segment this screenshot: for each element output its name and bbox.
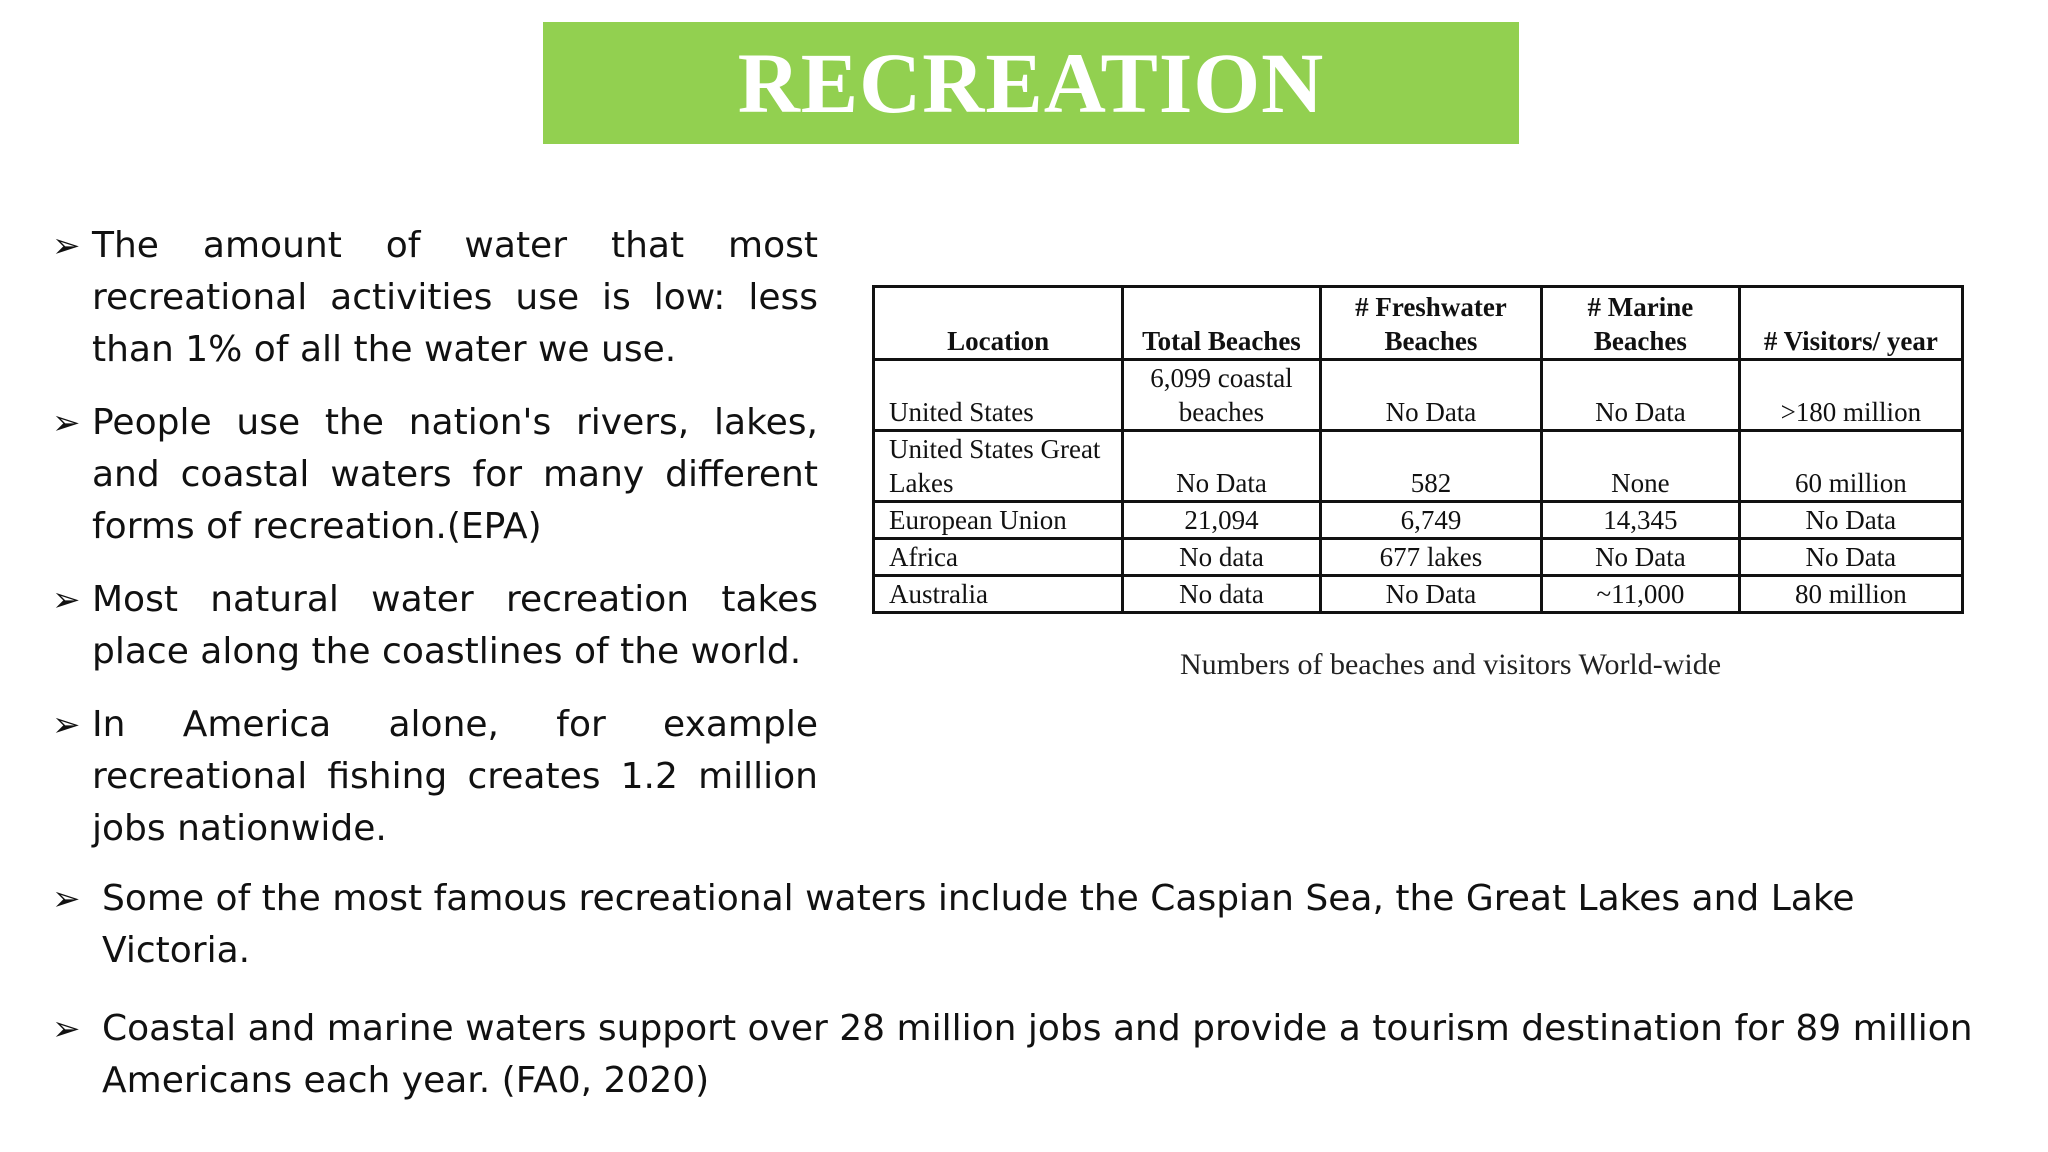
table-cell: No Data [1542, 360, 1739, 431]
arrow-bullet-icon: ➢ [52, 403, 81, 443]
table-cell: No Data [1320, 576, 1542, 613]
beaches-table-container [872, 285, 1964, 614]
table-cell: No Data [1320, 360, 1542, 431]
bullet-item [52, 1003, 2002, 1107]
bullet-item [52, 220, 818, 376]
column-header: # Marine Beaches [1542, 287, 1739, 360]
arrow-bullet-icon: ➢ [52, 705, 81, 745]
table-cell: ~11,000 [1542, 576, 1739, 613]
table-cell: United States Great Lakes [874, 431, 1123, 502]
table-row [874, 360, 1963, 431]
table-cell: 21,094 [1123, 502, 1320, 539]
arrow-bullet-icon: ➢ [52, 1009, 81, 1049]
column-header: # Visitors/ year [1739, 287, 1962, 360]
page-title: RECREATION [737, 35, 1325, 131]
table-cell: 6,099 coastal beaches [1123, 360, 1320, 431]
bullet-text: The amount of water that most recreational activities use is low: less than 1% of all the water we use. [92, 225, 818, 370]
table-cell: Africa [874, 539, 1123, 576]
table-cell: No Data [1739, 539, 1962, 576]
arrow-bullet-icon: ➢ [52, 226, 81, 266]
bullet-item [52, 397, 818, 553]
bullet-text: People use the nation's rivers, lakes, and coastal waters for many different forms of recreation.(EPA) [92, 402, 818, 547]
table-cell: 677 lakes [1320, 539, 1542, 576]
table-cell: No data [1123, 576, 1320, 613]
bullet-item [52, 574, 818, 678]
table-cell: 582 [1320, 431, 1542, 502]
bullet-text: In America alone, for example recreational fishing creates 1.2 million jobs nationwide. [92, 704, 818, 849]
title-banner [543, 22, 1519, 144]
arrow-bullet-icon: ➢ [52, 879, 81, 919]
table-cell: No Data [1542, 539, 1739, 576]
bullet-item [52, 699, 818, 855]
column-header: # Freshwater Beaches [1320, 287, 1542, 360]
table-cell: None [1542, 431, 1739, 502]
table-cell: 60 million [1739, 431, 1962, 502]
table-row [874, 539, 1963, 576]
bullet-text: Most natural water recreation takes place along the coastlines of the world. [92, 579, 818, 672]
arrow-bullet-icon: ➢ [52, 580, 81, 620]
table-cell: No Data [1123, 431, 1320, 502]
table-cell: >180 million [1739, 360, 1962, 431]
table-cell: No data [1123, 539, 1320, 576]
table-row [874, 502, 1963, 539]
left-bullet-list [52, 220, 818, 876]
table-caption: Numbers of beaches and visitors World-wide [1180, 648, 1722, 681]
table-cell: United States [874, 360, 1123, 431]
bullet-item [52, 873, 2002, 977]
beaches-table [872, 285, 1964, 614]
table-row [874, 576, 1963, 613]
bullet-text: Coastal and marine waters support over 28 million jobs and provide a tourism destination for 89 million Americans each year. (FA0, 2020) [102, 1008, 1973, 1101]
bottom-bullet-list [52, 873, 2002, 1133]
table-row [874, 431, 1963, 502]
table-cell: 80 million [1739, 576, 1962, 613]
bullet-text: Some of the most famous recreational waters include the Caspian Sea, the Great Lakes and Lake Victoria. [102, 878, 1855, 971]
column-header: Location [874, 287, 1123, 360]
table-cell: European Union [874, 502, 1123, 539]
table-header-row [874, 287, 1963, 360]
column-header: Total Beaches [1123, 287, 1320, 360]
table-cell: 14,345 [1542, 502, 1739, 539]
table-cell: 6,749 [1320, 502, 1542, 539]
table-cell: Australia [874, 576, 1123, 613]
table-cell: No Data [1739, 502, 1962, 539]
